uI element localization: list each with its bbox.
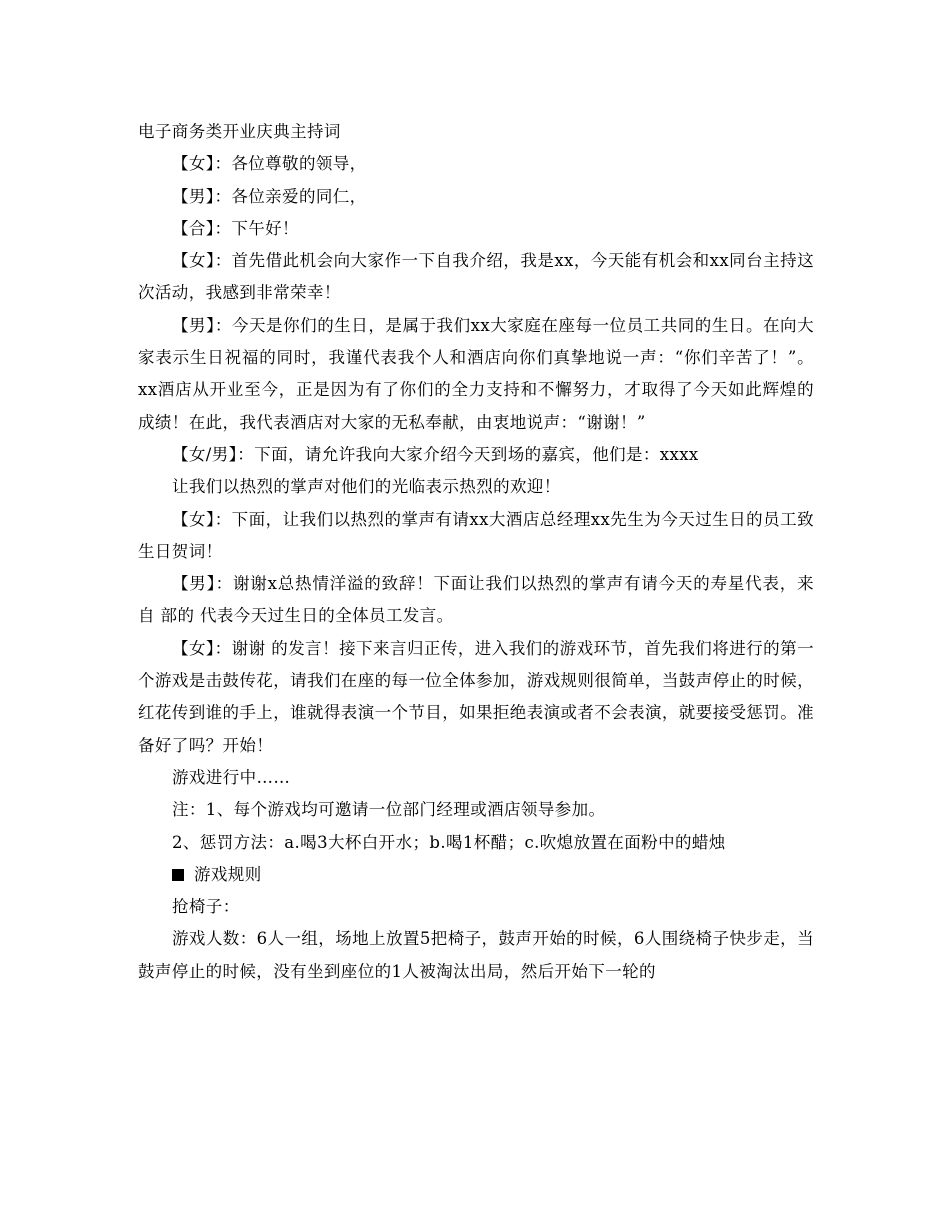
paragraph: 【女】：下面，让我们以热烈的掌声有请xx大酒店总经理xx先生为今天过生日的员工致生日贺词！ <box>138 509 814 561</box>
paragraph: 注：1、每个游戏均可邀请一位部门经理或酒店领导参加。 <box>172 800 606 820</box>
paragraph: 【合】：下午好！ <box>172 218 299 238</box>
paragraph: 【女】：各位尊敬的领导， <box>172 154 367 174</box>
document-title: 电子商务类开业庆典主持词 <box>138 122 341 141</box>
paragraph: 【男】：各位亲爱的同仁， <box>172 186 367 206</box>
black-square-icon <box>172 869 184 881</box>
paragraph: 游戏人数：6人一组，场地上放置5把椅子，鼓声开始的时候，6人围绕椅子快步走，当鼓声停止的时候，没有坐到座位的1人被淘汰出局，然后开始下一轮的 <box>138 929 814 981</box>
paragraph: 【女】：谢谢 的发言！接下来言归正传，进入我们的游戏环节，首先我们将进行的第一个游戏是击鼓传花，请我们在座的每一位全体参加，游戏规则很简单，当鼓声停止的时候，红花传到谁的手上，谁就得表演一个节目，如果拒绝表演或者不会表演，就要接受惩罚。准备好了吗？开始！ <box>138 638 814 755</box>
section-heading-text: 游戏规则 <box>194 864 262 884</box>
paragraph: 【女】：首先借此机会向大家作一下自我介绍，我是xx，今天能有机会和xx同台主持这次活动，我感到非常荣幸！ <box>138 251 814 303</box>
paragraph: 2、惩罚方法：a.喝3大杯白开水；b.喝1杯醋；c.吹熄放置在面粉中的蜡烛 <box>172 832 726 852</box>
paragraph: 游戏进行中…… <box>172 767 291 787</box>
paragraph: 【女/男】：下面，请允许我向大家介绍今天到场的嘉宾，他们是：xxxx <box>172 444 699 464</box>
paragraph: 【男】：今天是你们的生日，是属于我们xx大家庭在座每一位员工共同的生日。在向大家表示生日祝福的同时，我谨代表我个人和酒店向你们真挚地说一声：“你们辛苦了！”。xx酒店从开业至今，正是因为有了你们的全力支持和不懈努力，才取得了今天如此辉煌的成绩！在此，我代表酒店对大家的无私奉献，由衷地说声：“谢谢！” <box>138 315 814 432</box>
document-body <box>138 116 814 988</box>
section-heading <box>138 859 814 891</box>
paragraph: 【男】：谢谢x总热情洋溢的致辞！下面让我们以热烈的掌声有请今天的寿星代表，来自 部的 代表今天过生日的全体员工发言。 <box>138 574 814 626</box>
paragraph: 让我们以热烈的掌声对他们的光临表示热烈的欢迎！ <box>172 477 561 497</box>
paragraph: 抢椅子： <box>172 897 240 917</box>
